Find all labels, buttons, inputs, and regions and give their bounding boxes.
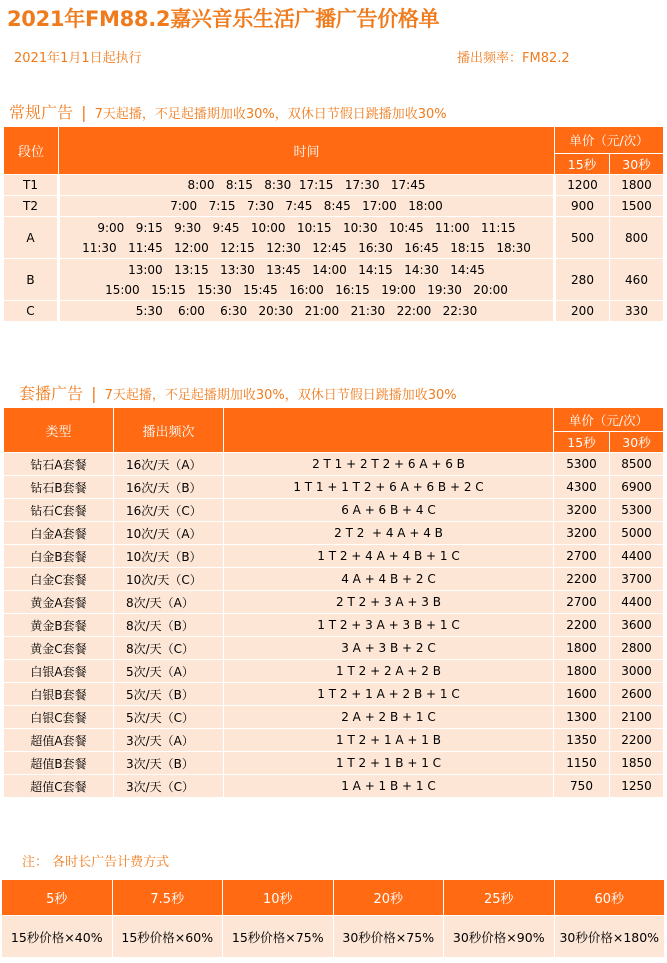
package-section-header: 套播广告 | 7天起播，不足起播期加收30%，双休日节假日跳播加收30% (19, 384, 457, 403)
time-line: 5:30 6:00 6:30 20:30 21:00 21:30 22:00 22:30 (135, 304, 478, 318)
price-15s-cell: 2200 (554, 614, 610, 637)
package-frequency-cell: 10次/天（B） (114, 545, 224, 568)
slot-cell: C (4, 301, 59, 322)
price-15s-cell: 200 (555, 301, 610, 322)
package-heading: 套播广告 (19, 384, 84, 403)
regular-row (4, 196, 664, 217)
price-15s-cell: 900 (555, 196, 610, 217)
package-type-cell: 白银B套餐 (4, 683, 114, 706)
package-type-cell: 黄金B套餐 (4, 614, 114, 637)
package-frequency-cell: 10次/天（C） (114, 568, 224, 591)
price-15s-cell: 1800 (554, 660, 610, 683)
package-combo-cell: 2 T 2 + 4 A + 4 B (224, 522, 554, 545)
price-15s-cell: 1350 (554, 729, 610, 752)
package-type-cell: 白银A套餐 (4, 660, 114, 683)
price-30s-cell: 1250 (610, 775, 664, 798)
price-15s-cell: 2200 (554, 568, 610, 591)
package-frequency-cell: 3次/天（B） (114, 752, 224, 775)
time-line: 15:00 15:15 15:30 15:45 16:00 16:15 19:00 19:30 20:00 (105, 282, 508, 297)
price-15s-cell: 1800 (554, 637, 610, 660)
time-cell (59, 217, 555, 259)
price-15s-cell: 3200 (554, 522, 610, 545)
price-30s-cell: 1850 (610, 752, 664, 775)
slot-cell: B (4, 259, 59, 301)
package-price-table (3, 407, 664, 798)
package-type-cell: 钻石B套餐 (4, 476, 114, 499)
package-type-cell: 白金B套餐 (4, 545, 114, 568)
duration-cell: 10秒 (223, 880, 334, 916)
package-frequency-cell: 8次/天（A） (114, 591, 224, 614)
package-combo-cell: 2 A + 2 B + 1 C (224, 706, 554, 729)
duration-cell: 5秒 (2, 880, 113, 916)
page-title: 2021年FM88.2嘉兴音乐生活广播广告价格单 (7, 7, 440, 31)
price-15s-cell: 1600 (554, 683, 610, 706)
price-30s-cell: 8500 (610, 453, 664, 476)
package-combo-cell: 4 A + 4 B + 2 C (224, 568, 554, 591)
price-15s-cell: 4300 (554, 476, 610, 499)
package-row (4, 706, 664, 729)
package-row (4, 752, 664, 775)
package-combo-cell: 1 T 2 + 2 A + 2 B (224, 660, 554, 683)
package-frequency-cell: 10次/天（A） (114, 522, 224, 545)
package-row (4, 637, 664, 660)
package-type-cell: 钻石C套餐 (4, 499, 114, 522)
price-15s-cell: 500 (555, 217, 610, 259)
package-type-cell: 白银C套餐 (4, 706, 114, 729)
price-30s-cell: 800 (610, 217, 664, 259)
package-row (4, 453, 664, 476)
type-header: 类型 (4, 408, 114, 453)
price-30s-cell: 2200 (610, 729, 664, 752)
time-cell (59, 259, 555, 301)
slot-cell: T2 (4, 196, 59, 217)
price-15s-cell: 3200 (554, 499, 610, 522)
package-combo-cell: 1 T 1 + 1 T 2 + 6 A + 6 B + 2 C (224, 476, 554, 499)
regular-price-table (3, 126, 664, 322)
duration-cell: 25秒 (444, 880, 555, 916)
regular-heading: 常规广告 (9, 103, 74, 122)
package-row (4, 729, 664, 752)
duration-cell: 60秒 (554, 880, 665, 916)
time-cell (59, 175, 555, 196)
formula-cell: 15秒价格×75% (223, 916, 334, 958)
package-frequency-cell: 3次/天（A） (114, 729, 224, 752)
slot-cell: A (4, 217, 59, 259)
price-30s-cell: 4400 (610, 591, 664, 614)
package-frequency-cell: 5次/天（B） (114, 683, 224, 706)
package-combo-cell: 2 T 1 + 2 T 2 + 6 A + 6 B (224, 453, 554, 476)
regular-row (4, 259, 664, 301)
package-combo-cell: 1 T 2 + 1 A + 2 B + 1 C (224, 683, 554, 706)
price-15s-cell: 2700 (554, 591, 610, 614)
note-label: 注： 各时长广告计费方式 (22, 855, 170, 870)
package-frequency-cell: 5次/天（C） (114, 706, 224, 729)
package-type-cell: 超值C套餐 (4, 775, 114, 798)
package-type-cell: 黄金C套餐 (4, 637, 114, 660)
package-row (4, 683, 664, 706)
package-type-cell: 钻石A套餐 (4, 453, 114, 476)
price-30s-cell: 4400 (610, 545, 664, 568)
formula-cell: 30秒价格×90% (444, 916, 555, 958)
time-line: 7:00 7:15 7:30 7:45 8:45 17:00 18:00 (170, 199, 443, 213)
package-row (4, 476, 664, 499)
package-frequency-cell: 8次/天（B） (114, 614, 224, 637)
combo-header (224, 408, 554, 453)
slot-header: 段位 (4, 127, 59, 175)
price-15s-cell: 5300 (554, 453, 610, 476)
package-combo-cell: 2 T 2 + 3 A + 3 B (224, 591, 554, 614)
package-frequency-cell: 16次/天（B） (114, 476, 224, 499)
unit-price-header: 单价（元/次） (555, 127, 664, 154)
time-line: 8:00 8:15 8:30 17:15 17:30 17:45 (187, 178, 426, 192)
regular-row (4, 175, 664, 196)
duration-cell: 20秒 (333, 880, 444, 916)
price-15s-cell: 1150 (554, 752, 610, 775)
broadcast-frequency: 播出频率：FM82.2 (457, 51, 570, 66)
regular-row (4, 301, 664, 322)
price-30s-cell: 2100 (610, 706, 664, 729)
formula-cell: 15秒价格×40% (2, 916, 113, 958)
package-frequency-cell: 16次/天（A） (114, 453, 224, 476)
package-frequency-cell: 16次/天（C） (114, 499, 224, 522)
package-frequency-cell: 5次/天（A） (114, 660, 224, 683)
price-30s-cell: 330 (610, 301, 664, 322)
package-type-cell: 黄金A套餐 (4, 591, 114, 614)
time-line: 9:00 9:15 9:30 9:45 10:00 10:15 10:30 10:45 11:00 11:15 (97, 220, 516, 235)
unit-price-header: 单价（元/次） (554, 408, 664, 432)
formula-cell: 15秒价格×60% (112, 916, 223, 958)
package-type-cell: 超值B套餐 (4, 752, 114, 775)
regular-section-header: 常规广告 | 7天起播，不足起播期加收30%，双休日节假日跳播加收30% (9, 103, 447, 122)
package-combo-cell: 3 A + 3 B + 2 C (224, 637, 554, 660)
package-row (4, 545, 664, 568)
time-cell (59, 301, 555, 322)
package-combo-cell: 6 A + 6 B + 4 C (224, 499, 554, 522)
package-frequency-cell: 8次/天（C） (114, 637, 224, 660)
package-combo-cell: 1 T 2 + 1 A + 1 B (224, 729, 554, 752)
package-combo-cell: 1 A + 1 B + 1 C (224, 775, 554, 798)
time-cell (59, 196, 555, 217)
package-row (4, 499, 664, 522)
price-30s-cell: 2800 (610, 637, 664, 660)
price-15s-cell: 280 (555, 259, 610, 301)
package-row (4, 591, 664, 614)
price-15s-cell: 1200 (555, 175, 610, 196)
package-type-cell: 白金C套餐 (4, 568, 114, 591)
price-30s-cell: 3700 (610, 568, 664, 591)
package-row (4, 775, 664, 798)
30s-header: 30秒 (610, 432, 664, 453)
30s-header: 30秒 (610, 154, 664, 175)
package-combo-cell: 1 T 2 + 4 A + 4 B + 1 C (224, 545, 554, 568)
package-frequency-cell: 3次/天（C） (114, 775, 224, 798)
price-15s-cell: 750 (554, 775, 610, 798)
price-15s-cell: 1300 (554, 706, 610, 729)
15s-header: 15秒 (554, 432, 610, 453)
effective-date: 2021年1月1日起执行 (14, 51, 142, 66)
package-type-cell: 超值A套餐 (4, 729, 114, 752)
price-30s-cell: 460 (610, 259, 664, 301)
price-30s-cell: 1500 (610, 196, 664, 217)
duration-cell: 7.5秒 (112, 880, 223, 916)
price-30s-cell: 5000 (610, 522, 664, 545)
package-combo-cell: 1 T 2 + 1 B + 1 C (224, 752, 554, 775)
duration-pricing-table (1, 879, 665, 958)
price-30s-cell: 6900 (610, 476, 664, 499)
price-30s-cell: 1800 (610, 175, 664, 196)
formula-cell: 30秒价格×180% (554, 916, 665, 958)
formula-cell: 30秒价格×75% (333, 916, 444, 958)
time-line: 13:00 13:15 13:30 13:45 14:00 14:15 14:30 14:45 (128, 262, 485, 277)
price-30s-cell: 3600 (610, 614, 664, 637)
regular-row (4, 217, 664, 259)
package-row (4, 614, 664, 637)
time-header: 时间 (59, 127, 555, 175)
price-15s-cell: 2700 (554, 545, 610, 568)
package-subtitle: 7天起播，不足起播期加收30%，双休日节假日跳播加收30% (104, 388, 457, 403)
15s-header: 15秒 (555, 154, 610, 175)
package-type-cell: 白金A套餐 (4, 522, 114, 545)
price-30s-cell: 3000 (610, 660, 664, 683)
package-row (4, 660, 664, 683)
price-30s-cell: 2600 (610, 683, 664, 706)
package-row (4, 522, 664, 545)
time-line: 11:30 11:45 12:00 12:15 12:30 12:45 16:30 16:45 18:15 18:30 (82, 240, 531, 255)
regular-subtitle: 7天起播，不足起播期加收30%，双休日节假日跳播加收30% (94, 107, 447, 122)
package-row (4, 568, 664, 591)
slot-cell: T1 (4, 175, 59, 196)
package-combo-cell: 1 T 2 + 3 A + 3 B + 1 C (224, 614, 554, 637)
price-30s-cell: 5300 (610, 499, 664, 522)
frequency-header: 播出频次 (114, 408, 224, 453)
